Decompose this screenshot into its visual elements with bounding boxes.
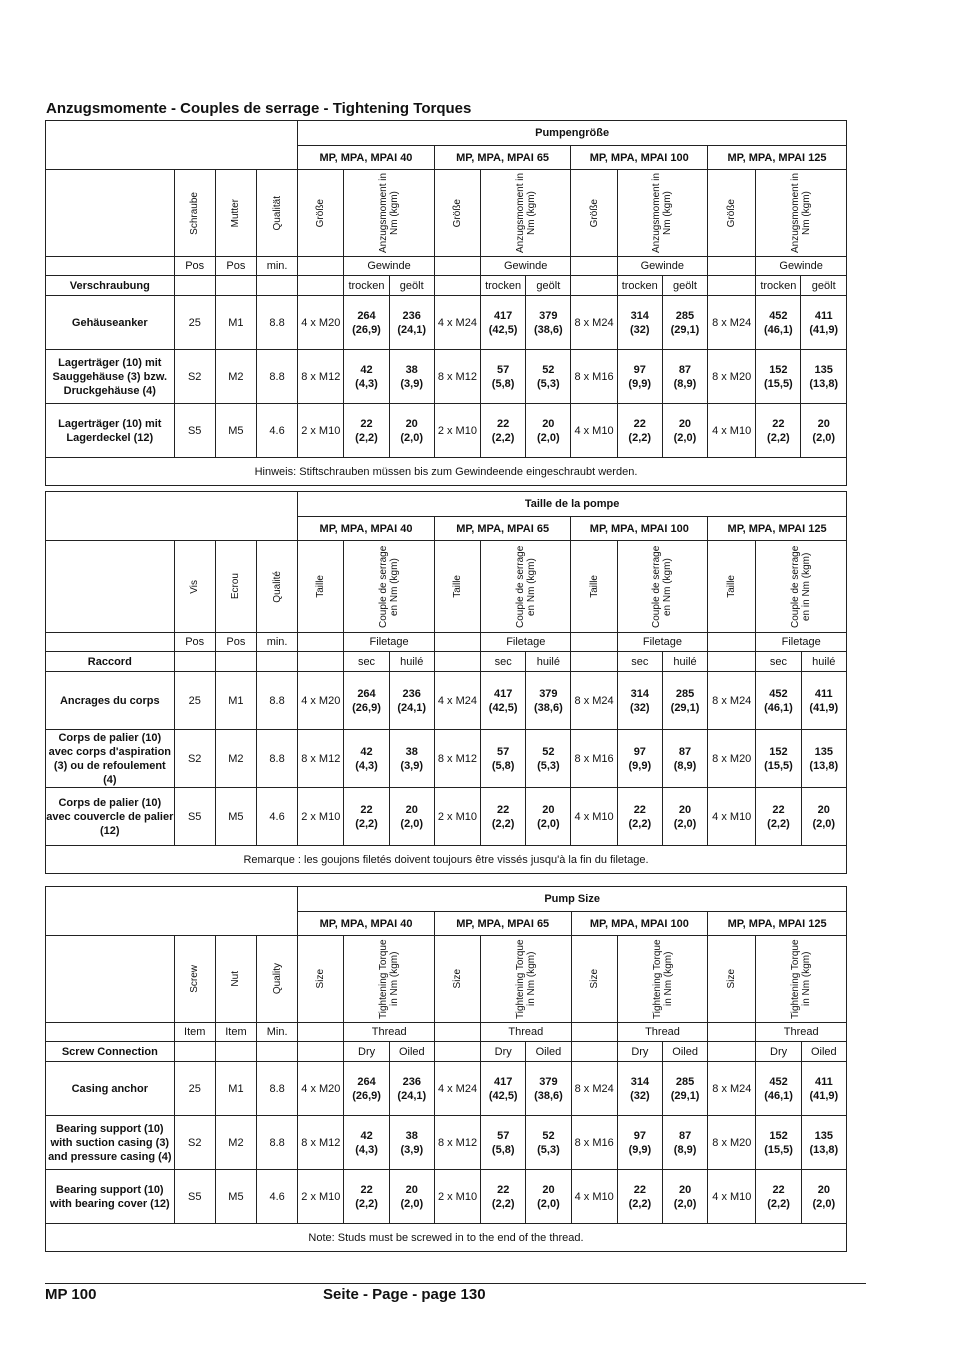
blank-cell bbox=[298, 633, 344, 652]
size-cell-125: 8 x M20 bbox=[708, 730, 756, 788]
blank-header bbox=[46, 887, 298, 936]
oiled-label: huilé bbox=[526, 652, 571, 672]
dry-label: trocken bbox=[344, 276, 389, 296]
size-cell-65: 8 x M12 bbox=[434, 730, 480, 788]
thread-label: Gewinde bbox=[344, 257, 434, 276]
dry-torque-cell-125: 452 (46,1) bbox=[756, 1062, 801, 1116]
col-size-header: Size bbox=[434, 936, 480, 1023]
size-cell-40: 4 x M20 bbox=[298, 672, 344, 730]
oiled-label: huilé bbox=[389, 652, 434, 672]
oiled-torque-cell-125: 20 (2,0) bbox=[801, 404, 847, 458]
size-cell-40: 8 x M12 bbox=[298, 1116, 344, 1170]
row-label: Corps de palier (10) avec couvercle de palier (12) bbox=[46, 788, 175, 846]
oiled-torque-cell-40: 236 (24,1) bbox=[389, 672, 434, 730]
col-size-header: Size bbox=[708, 936, 756, 1023]
note-text: Hinweis: Stiftschrauben müssen bis zum Gewindeende eingeschraubt werden. bbox=[46, 458, 847, 486]
col-quality-header: Quality bbox=[257, 936, 298, 1023]
blank-cell bbox=[46, 633, 175, 652]
oiled-torque-cell-65: 52 (5,3) bbox=[526, 350, 571, 404]
quality-cell: 8.8 bbox=[257, 1116, 298, 1170]
size-cell-100: 4 x M10 bbox=[571, 404, 617, 458]
model-100-header: MP, MPA, MPAI 100 bbox=[571, 146, 708, 170]
nut-pos-cell: M1 bbox=[215, 672, 256, 730]
col-torque-header: Tightening Torque in Nm (kgm) bbox=[617, 936, 707, 1023]
oiled-label: geölt bbox=[389, 276, 434, 296]
row-label: Bearing support (10) with bearing cover (12) bbox=[46, 1170, 175, 1224]
note-text: Note: Studs must be screwed in to the end of the thread. bbox=[46, 1224, 847, 1252]
oiled-torque-cell-40: 20 (2,0) bbox=[389, 1170, 434, 1224]
oiled-label: Oiled bbox=[663, 1042, 708, 1062]
col-size-header: Größe bbox=[298, 170, 344, 257]
size-cell-40: 8 x M12 bbox=[298, 730, 344, 788]
pump-size-group-header: Taille de la pompe bbox=[298, 492, 847, 517]
screw-pos-cell: S5 bbox=[174, 1170, 215, 1224]
blank-cell bbox=[46, 257, 175, 276]
size-cell-125: 8 x M24 bbox=[708, 296, 756, 350]
dry-torque-cell-100: 97 (9,9) bbox=[617, 350, 662, 404]
thread-label: Filetage bbox=[344, 633, 434, 652]
dry-torque-cell-65: 57 (5,8) bbox=[481, 350, 526, 404]
dry-torque-cell-125: 152 (15,5) bbox=[756, 350, 801, 404]
oiled-torque-cell-65: 379 (38,6) bbox=[526, 296, 571, 350]
oiled-label: huilé bbox=[662, 652, 707, 672]
col-torque-header: Couple de serrage en Nm (kgm) bbox=[481, 541, 571, 633]
pump-size-group-header: Pump Size bbox=[298, 887, 847, 912]
screw-pos-cell: S2 bbox=[174, 730, 215, 788]
col-size-header: Taille bbox=[298, 541, 344, 633]
col-quality-header: Qualität bbox=[256, 170, 297, 257]
size-cell-65: 4 x M24 bbox=[434, 296, 480, 350]
oiled-torque-cell-125: 411 (41,9) bbox=[801, 1062, 846, 1116]
model-65-header: MP, MPA, MPAI 65 bbox=[434, 146, 571, 170]
dry-torque-cell-65: 417 (42,5) bbox=[481, 1062, 526, 1116]
blank-cell bbox=[46, 170, 175, 257]
dry-torque-cell-40: 264 (26,9) bbox=[344, 1062, 389, 1116]
dry-torque-cell-125: 152 (15,5) bbox=[756, 1116, 801, 1170]
dry-label: sec bbox=[617, 652, 662, 672]
col-size-header: Size bbox=[571, 936, 617, 1023]
dry-torque-cell-100: 22 (2,2) bbox=[617, 404, 662, 458]
model-100-header: MP, MPA, MPAI 100 bbox=[571, 912, 708, 936]
dry-label: Dry bbox=[617, 1042, 662, 1062]
col-torque-header: Anzugsmoment in Nm (kgm) bbox=[756, 170, 847, 257]
col-size-header: Taille bbox=[434, 541, 480, 633]
min-label: min. bbox=[256, 633, 297, 652]
thread-label: Gewinde bbox=[481, 257, 571, 276]
size-cell-125: 8 x M24 bbox=[708, 1062, 756, 1116]
blank-cell bbox=[708, 1023, 756, 1042]
pos-label: Pos bbox=[215, 633, 256, 652]
size-cell-100: 4 x M10 bbox=[571, 788, 617, 846]
oiled-torque-cell-100: 285 (29,1) bbox=[662, 672, 707, 730]
col-torque-header: Anzugsmoment in Nm (kgm) bbox=[617, 170, 707, 257]
dry-torque-cell-65: 57 (5,8) bbox=[481, 730, 526, 788]
size-cell-125: 4 x M10 bbox=[708, 404, 756, 458]
col-size-header: Taille bbox=[708, 541, 756, 633]
oiled-torque-cell-100: 20 (2,0) bbox=[662, 404, 707, 458]
nut-pos-cell: M5 bbox=[215, 788, 256, 846]
dry-torque-cell-40: 264 (26,9) bbox=[344, 296, 389, 350]
pos-label: Item bbox=[174, 1023, 215, 1042]
screw-pos-cell: 25 bbox=[174, 1062, 215, 1116]
col-nut-header: Nut bbox=[215, 936, 256, 1023]
oiled-torque-cell-100: 87 (8,9) bbox=[663, 1116, 708, 1170]
oiled-torque-cell-100: 285 (29,1) bbox=[663, 1062, 708, 1116]
quality-cell: 4.6 bbox=[257, 1170, 298, 1224]
model-40-header: MP, MPA, MPAI 40 bbox=[298, 517, 435, 541]
oiled-label: Oiled bbox=[526, 1042, 571, 1062]
size-cell-65: 2 x M10 bbox=[434, 788, 480, 846]
size-cell-65: 2 x M10 bbox=[434, 404, 480, 458]
col-screw-header: Vis bbox=[174, 541, 215, 633]
footer-divider bbox=[45, 1283, 866, 1284]
dry-torque-cell-40: 264 (26,9) bbox=[344, 672, 389, 730]
model-125-header: MP, MPA, MPAI 125 bbox=[708, 912, 847, 936]
dry-label: Dry bbox=[344, 1042, 389, 1062]
oiled-torque-cell-65: 52 (5,3) bbox=[526, 730, 571, 788]
nut-pos-cell: M2 bbox=[215, 1116, 256, 1170]
torque-table-en bbox=[45, 886, 847, 1252]
model-40-header: MP, MPA, MPAI 40 bbox=[298, 912, 435, 936]
nut-pos-cell: M5 bbox=[215, 404, 256, 458]
dry-label: Dry bbox=[481, 1042, 526, 1062]
size-cell-125: 4 x M10 bbox=[708, 788, 756, 846]
col-nut-header: Ecrou bbox=[215, 541, 256, 633]
oiled-torque-cell-100: 20 (2,0) bbox=[663, 1170, 708, 1224]
blank-cell bbox=[571, 633, 617, 652]
dry-torque-cell-40: 42 (4,3) bbox=[344, 1116, 389, 1170]
oiled-torque-cell-100: 285 (29,1) bbox=[662, 296, 707, 350]
oiled-label: Oiled bbox=[389, 1042, 434, 1062]
blank-cell bbox=[46, 541, 175, 633]
thread-label: Gewinde bbox=[617, 257, 707, 276]
screw-pos-cell: 25 bbox=[174, 296, 215, 350]
pump-size-group-header: Pumpengröße bbox=[298, 121, 847, 146]
col-torque-header: Tightening Torque in Nm (kgm) bbox=[481, 936, 571, 1023]
size-cell-100: 8 x M24 bbox=[571, 1062, 617, 1116]
size-cell-40: 2 x M10 bbox=[298, 1170, 344, 1224]
oiled-label: geölt bbox=[662, 276, 707, 296]
screw-pos-cell: S5 bbox=[174, 404, 215, 458]
dry-torque-cell-125: 22 (2,2) bbox=[756, 788, 801, 846]
size-cell-100: 8 x M16 bbox=[571, 1116, 617, 1170]
screw-pos-cell: S2 bbox=[174, 1116, 215, 1170]
min-label: Min. bbox=[257, 1023, 298, 1042]
dry-torque-cell-65: 57 (5,8) bbox=[481, 1116, 526, 1170]
row-label: Lagerträger (10) mit Sauggehäuse (3) bzw. Druckgehäuse (4) bbox=[46, 350, 175, 404]
thread-label: Thread bbox=[756, 1023, 847, 1042]
quality-cell: 8.8 bbox=[256, 350, 297, 404]
row-label: Gehäuseanker bbox=[46, 296, 175, 350]
size-cell-100: 8 x M24 bbox=[571, 296, 617, 350]
nut-pos-cell: M5 bbox=[215, 1170, 256, 1224]
col-size-header: Größe bbox=[708, 170, 756, 257]
oiled-torque-cell-65: 379 (38,6) bbox=[526, 672, 571, 730]
size-cell-40: 4 x M20 bbox=[298, 1062, 344, 1116]
size-cell-40: 2 x M10 bbox=[298, 788, 344, 846]
col-screw-header: Schraube bbox=[174, 170, 215, 257]
blank-cell bbox=[708, 257, 756, 276]
oiled-torque-cell-125: 411 (41,9) bbox=[801, 296, 847, 350]
col-torque-header: Anzugsmoment in Nm (kgm) bbox=[481, 170, 571, 257]
blank-cell bbox=[298, 257, 344, 276]
dry-label: sec bbox=[481, 652, 526, 672]
thread-label: Filetage bbox=[617, 633, 707, 652]
pos-label: Item bbox=[215, 1023, 256, 1042]
oiled-torque-cell-100: 20 (2,0) bbox=[662, 788, 707, 846]
oiled-torque-cell-40: 38 (3,9) bbox=[389, 1116, 434, 1170]
oiled-torque-cell-65: 52 (5,3) bbox=[526, 1116, 571, 1170]
oiled-torque-cell-125: 135 (13,8) bbox=[801, 350, 847, 404]
col-torque-header: Couple de serrage en Nm (kgm) bbox=[344, 541, 434, 633]
torque-table-fr bbox=[45, 491, 847, 874]
col-torque-header: Couple de serrage en in Nm (kgm) bbox=[756, 541, 847, 633]
model-100-header: MP, MPA, MPAI 100 bbox=[571, 517, 708, 541]
footer-page-number: Seite - Page - page 130 bbox=[323, 1286, 486, 1303]
model-125-header: MP, MPA, MPAI 125 bbox=[708, 146, 847, 170]
dry-torque-cell-65: 417 (42,5) bbox=[481, 296, 526, 350]
col-quality-header: Qualité bbox=[256, 541, 297, 633]
dry-torque-cell-100: 97 (9,9) bbox=[617, 730, 662, 788]
quality-cell: 4.6 bbox=[256, 788, 297, 846]
oiled-torque-cell-100: 87 (8,9) bbox=[662, 730, 707, 788]
dry-torque-cell-65: 22 (2,2) bbox=[481, 788, 526, 846]
thread-label: Filetage bbox=[756, 633, 847, 652]
col-torque-header: Anzugsmoment in Nm (kgm) bbox=[344, 170, 434, 257]
thread-label: Thread bbox=[344, 1023, 434, 1042]
row-label: Corps de palier (10) avec corps d'aspiration (3) ou de refoulement (4) bbox=[46, 730, 175, 788]
thread-label: Gewinde bbox=[756, 257, 847, 276]
blank-cell bbox=[708, 633, 756, 652]
oiled-torque-cell-125: 135 (13,8) bbox=[801, 1116, 846, 1170]
size-cell-125: 4 x M10 bbox=[708, 1170, 756, 1224]
pos-label: Pos bbox=[215, 257, 256, 276]
model-65-header: MP, MPA, MPAI 65 bbox=[434, 517, 571, 541]
blank-cell bbox=[571, 1023, 617, 1042]
dry-torque-cell-125: 22 (2,2) bbox=[756, 1170, 801, 1224]
col-size-header: Größe bbox=[434, 170, 480, 257]
blank-cell bbox=[46, 1023, 175, 1042]
dry-torque-cell-40: 42 (4,3) bbox=[344, 350, 389, 404]
dry-torque-cell-100: 22 (2,2) bbox=[617, 1170, 662, 1224]
col-size-header: Taille bbox=[571, 541, 617, 633]
dry-torque-cell-100: 314 (32) bbox=[617, 1062, 662, 1116]
model-125-header: MP, MPA, MPAI 125 bbox=[708, 517, 847, 541]
quality-cell: 8.8 bbox=[256, 730, 297, 788]
dry-torque-cell-40: 22 (2,2) bbox=[344, 1170, 389, 1224]
oiled-label: huilé bbox=[801, 652, 846, 672]
thread-label: Thread bbox=[481, 1023, 571, 1042]
pos-label: Pos bbox=[174, 257, 215, 276]
size-cell-40: 4 x M20 bbox=[298, 296, 344, 350]
row-label: Lagerträger (10) mit Lagerdeckel (12) bbox=[46, 404, 175, 458]
size-cell-100: 8 x M16 bbox=[571, 730, 617, 788]
oiled-torque-cell-40: 236 (24,1) bbox=[389, 1062, 434, 1116]
dry-torque-cell-125: 452 (46,1) bbox=[756, 672, 801, 730]
blank-cell bbox=[434, 633, 480, 652]
size-cell-100: 8 x M24 bbox=[571, 672, 617, 730]
col-screw-header: Screw bbox=[174, 936, 215, 1023]
dry-torque-cell-40: 42 (4,3) bbox=[344, 730, 389, 788]
size-cell-65: 4 x M24 bbox=[434, 672, 480, 730]
col-torque-header: Couple de serrage en Nm (kgm) bbox=[617, 541, 707, 633]
size-cell-65: 8 x M12 bbox=[434, 350, 480, 404]
blank-cell bbox=[434, 257, 480, 276]
blank-cell bbox=[298, 1023, 344, 1042]
blank-header bbox=[46, 121, 298, 170]
dry-label: trocken bbox=[617, 276, 662, 296]
dry-torque-cell-125: 22 (2,2) bbox=[756, 404, 801, 458]
nut-pos-cell: M1 bbox=[215, 1062, 256, 1116]
section-label: Raccord bbox=[46, 652, 175, 672]
blank-cell bbox=[46, 936, 175, 1023]
model-65-header: MP, MPA, MPAI 65 bbox=[434, 912, 571, 936]
oiled-torque-cell-65: 379 (38,6) bbox=[526, 1062, 571, 1116]
col-size-header: Größe bbox=[571, 170, 617, 257]
size-cell-40: 2 x M10 bbox=[298, 404, 344, 458]
screw-pos-cell: 25 bbox=[174, 672, 215, 730]
col-torque-header: Tightening Torque in Nm (kgm) bbox=[756, 936, 847, 1023]
size-cell-125: 8 x M24 bbox=[708, 672, 756, 730]
oiled-torque-cell-40: 236 (24,1) bbox=[389, 296, 434, 350]
footer-model: MP 100 bbox=[45, 1286, 97, 1303]
dry-torque-cell-65: 22 (2,2) bbox=[481, 1170, 526, 1224]
dry-label: trocken bbox=[481, 276, 526, 296]
blank-header bbox=[46, 492, 298, 541]
section-label: Verschraubung bbox=[46, 276, 175, 296]
oiled-torque-cell-40: 20 (2,0) bbox=[389, 404, 434, 458]
oiled-torque-cell-65: 20 (2,0) bbox=[526, 788, 571, 846]
dry-torque-cell-40: 22 (2,2) bbox=[344, 404, 389, 458]
dry-torque-cell-100: 314 (32) bbox=[617, 296, 662, 350]
dry-label: sec bbox=[756, 652, 801, 672]
oiled-label: Oiled bbox=[801, 1042, 846, 1062]
thread-label: Thread bbox=[617, 1023, 707, 1042]
pos-label: Pos bbox=[174, 633, 215, 652]
row-label: Bearing support (10) with suction casing (3) and pressure casing (4) bbox=[46, 1116, 175, 1170]
size-cell-40: 8 x M12 bbox=[298, 350, 344, 404]
oiled-torque-cell-65: 20 (2,0) bbox=[526, 404, 571, 458]
dry-torque-cell-100: 314 (32) bbox=[617, 672, 662, 730]
blank-cell bbox=[434, 1023, 480, 1042]
dry-torque-cell-125: 452 (46,1) bbox=[756, 296, 801, 350]
screw-pos-cell: S2 bbox=[174, 350, 215, 404]
oiled-torque-cell-125: 411 (41,9) bbox=[801, 672, 846, 730]
oiled-torque-cell-100: 87 (8,9) bbox=[662, 350, 707, 404]
size-cell-100: 4 x M10 bbox=[571, 1170, 617, 1224]
col-size-header: Size bbox=[298, 936, 344, 1023]
torque-table-de bbox=[45, 120, 847, 486]
oiled-torque-cell-65: 20 (2,0) bbox=[526, 1170, 571, 1224]
blank-cell bbox=[571, 257, 617, 276]
oiled-label: geölt bbox=[526, 276, 571, 296]
col-torque-header: Tightening Torque in Nm (kgm) bbox=[344, 936, 434, 1023]
quality-cell: 8.8 bbox=[256, 296, 297, 350]
screw-pos-cell: S5 bbox=[174, 788, 215, 846]
dry-torque-cell-40: 22 (2,2) bbox=[344, 788, 389, 846]
page-title: Anzugsmomente - Couples de serrage - Tightening Torques bbox=[46, 100, 472, 117]
oiled-label: geölt bbox=[801, 276, 847, 296]
size-cell-65: 4 x M24 bbox=[434, 1062, 480, 1116]
note-text: Remarque : les goujons filetés doivent toujours être vissés jusqu'à la fin du filetage. bbox=[46, 846, 847, 874]
size-cell-65: 2 x M10 bbox=[434, 1170, 480, 1224]
row-label: Ancrages du corps bbox=[46, 672, 175, 730]
oiled-torque-cell-125: 20 (2,0) bbox=[801, 788, 846, 846]
quality-cell: 8.8 bbox=[257, 1062, 298, 1116]
size-cell-100: 8 x M16 bbox=[571, 350, 617, 404]
quality-cell: 4.6 bbox=[256, 404, 297, 458]
dry-torque-cell-100: 97 (9,9) bbox=[617, 1116, 662, 1170]
thread-label: Filetage bbox=[481, 633, 571, 652]
dry-torque-cell-65: 417 (42,5) bbox=[481, 672, 526, 730]
dry-torque-cell-100: 22 (2,2) bbox=[617, 788, 662, 846]
nut-pos-cell: M1 bbox=[215, 296, 256, 350]
oiled-torque-cell-40: 38 (3,9) bbox=[389, 730, 434, 788]
nut-pos-cell: M2 bbox=[215, 350, 256, 404]
min-label: min. bbox=[256, 257, 297, 276]
col-nut-header: Mutter bbox=[215, 170, 256, 257]
quality-cell: 8.8 bbox=[256, 672, 297, 730]
dry-torque-cell-65: 22 (2,2) bbox=[481, 404, 526, 458]
section-label: Screw Connection bbox=[46, 1042, 175, 1062]
size-cell-65: 8 x M12 bbox=[434, 1116, 480, 1170]
size-cell-125: 8 x M20 bbox=[708, 1116, 756, 1170]
oiled-torque-cell-40: 38 (3,9) bbox=[389, 350, 434, 404]
nut-pos-cell: M2 bbox=[215, 730, 256, 788]
oiled-torque-cell-125: 135 (13,8) bbox=[801, 730, 846, 788]
oiled-torque-cell-125: 20 (2,0) bbox=[801, 1170, 846, 1224]
model-40-header: MP, MPA, MPAI 40 bbox=[298, 146, 435, 170]
row-label: Casing anchor bbox=[46, 1062, 175, 1116]
dry-label: sec bbox=[344, 652, 389, 672]
dry-label: trocken bbox=[756, 276, 801, 296]
dry-label: Dry bbox=[756, 1042, 801, 1062]
oiled-torque-cell-40: 20 (2,0) bbox=[389, 788, 434, 846]
dry-torque-cell-125: 152 (15,5) bbox=[756, 730, 801, 788]
size-cell-125: 8 x M20 bbox=[708, 350, 756, 404]
